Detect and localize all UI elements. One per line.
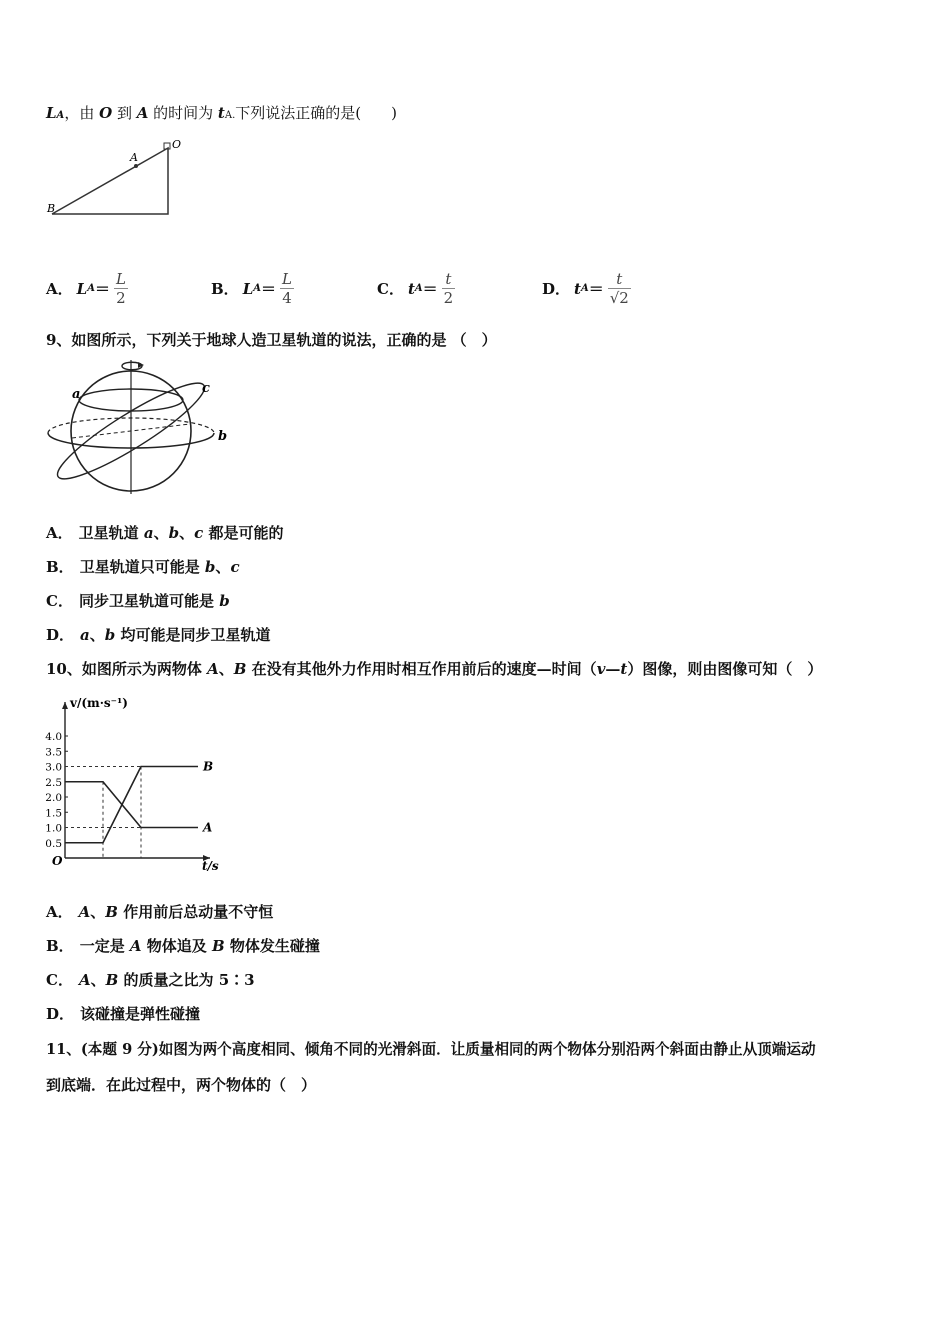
y-tick-label: 2.5 (45, 776, 62, 789)
series-A-line (65, 782, 198, 828)
series-B-line (65, 767, 198, 843)
y-tick-label: 3.5 (45, 746, 62, 759)
q8-option-d-fraction: $\frac{t}{√2}$ (609, 270, 629, 307)
q10-option-b[interactable]: B． 一定是 A 物体追及 B 物体发生碰撞 (46, 937, 320, 955)
x-axis-label: t/s (202, 859, 219, 873)
q9-option-a[interactable]: A． 卫星轨道 a、b、c 都是可能的 (46, 524, 284, 542)
q8-option-a[interactable]: A． L A ＝ $\frac{L}{2}$ (46, 270, 126, 307)
q8-incline-figure (44, 136, 194, 222)
q9-option-b[interactable]: B． 卫星轨道只可能是 b、c (46, 558, 240, 576)
q10-option-d[interactable]: D． 该碰撞是弹性碰撞 (46, 1005, 201, 1023)
series-A-label: A (203, 820, 213, 835)
y-tick-label: 1.0 (45, 822, 62, 835)
q9-label-b: b (218, 429, 228, 444)
q9-option-d[interactable]: D． a、b 均可能是同步卫星轨道 (46, 626, 271, 644)
q10-stem: 10、如图所示为两物体 A、B 在没有其他外力作用时相互作用前后的速度—时间（v—t）图像，则由图像可知（ ） (46, 660, 823, 678)
y-axis-arrow (62, 702, 68, 709)
q9-label-a: a (72, 387, 81, 402)
q11-stem-line-2: 到底端．在此过程中，两个物体的（ ） (46, 1076, 317, 1094)
q8-option-d[interactable]: D． t A ＝ $\frac{t}{√2}$ (542, 270, 629, 307)
y-tick-label: 4.0 (45, 731, 62, 743)
q8-label-A: A (130, 151, 138, 164)
q8-stem: LA，由 O 到 A 的时间为 tA.下列说法正确的是( ) (46, 104, 397, 122)
q8-label-B: B (47, 202, 56, 215)
y-tick-label: 1.5 (45, 807, 62, 820)
q10-option-a[interactable]: A． A、B 作用前后总动量不守恒 (46, 903, 274, 921)
q9-label-c: c (202, 381, 210, 396)
q8-option-c[interactable]: C． t A ＝ $\frac{t}{2}$ (377, 270, 454, 307)
series-B-label: B (203, 759, 214, 774)
q9-option-c[interactable]: C． 同步卫星轨道可能是 b (46, 592, 230, 610)
q10-vt-chart (40, 690, 230, 880)
q9-stem: 9、如图所示，下列关于地球人造卫星轨道的说法，正确的是 （ ） (46, 331, 497, 349)
origin-label: O (52, 854, 63, 868)
q9-earth-orbits-figure (42, 358, 232, 498)
y-tick-label: 0.5 (45, 837, 62, 850)
q8-option-b-fraction: $\frac{L}{4}$ (282, 270, 292, 307)
q11-stem-line-1: 11、(本题 9 分)如图为两个高度相同、倾角不同的光滑斜面．让质量相同的两个物体分别沿两个斜面由静止从顶端运动 (46, 1041, 816, 1058)
y-axis-label: v/(m·s⁻¹) (70, 696, 128, 710)
y-tick-label: 2.0 (45, 792, 62, 804)
q8-option-c-fraction: $\frac{t}{2}$ (443, 270, 454, 307)
q10-option-c[interactable]: C． A、B 的质量之比为 5∶3 (46, 971, 255, 989)
q8-option-b[interactable]: B． L A ＝ $\frac{L}{4}$ (211, 270, 292, 307)
q8-option-a-fraction: $\frac{L}{2}$ (115, 270, 126, 307)
q8-label-O: O (172, 138, 182, 151)
y-tick-label: 3.0 (45, 761, 62, 774)
